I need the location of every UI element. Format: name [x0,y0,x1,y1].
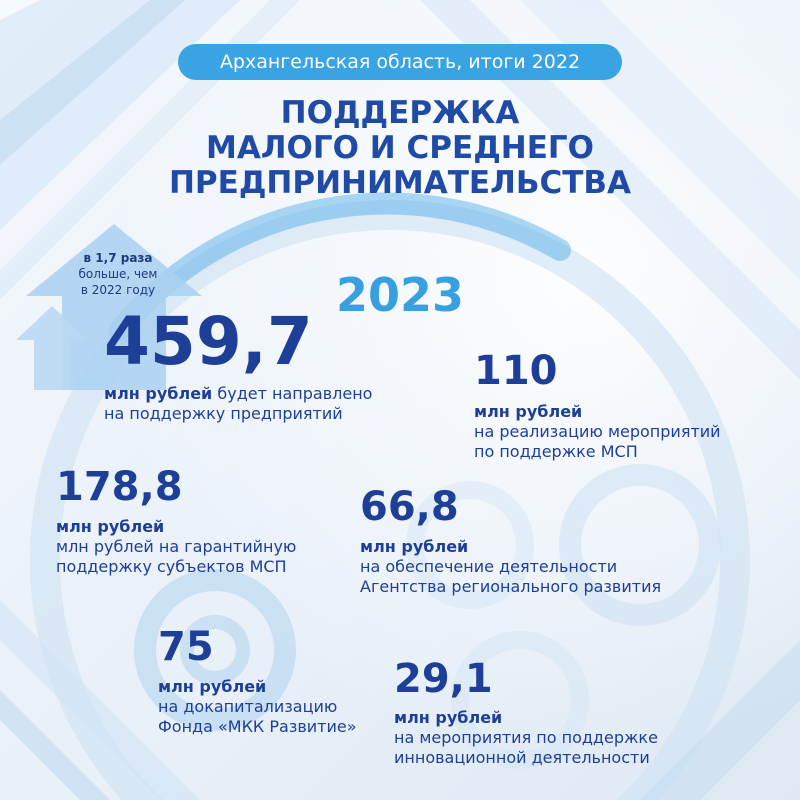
item-110-desc-line-2: по поддержке МСП [474,442,638,461]
item-178-desc-line-1: млн рублей на гарантийную [56,537,297,556]
item-178-unit: млн рублей [56,517,165,536]
item-75-unit: млн рублей [158,677,267,696]
item-178-desc [56,537,296,577]
item-75-desc-line-1: на докапитализацию [158,697,338,716]
item-66-desc-line-1: на обеспечение деятельности [360,557,618,576]
item-178-value: 178,8 [56,464,183,510]
main-figure-desc-line-1: будет направлено [212,384,373,403]
title-line-2: МАЛОГО И СРЕДНЕГО [205,130,595,166]
growth-note [54,250,182,298]
year-label: 2023 [335,268,465,322]
growth-note-line-2: больше, чем [78,267,158,281]
item-66-unit: млн рублей [360,537,469,556]
item-66-desc-line-2: Агентства регионального развития [360,577,662,596]
item-75-value: 75 [158,624,214,670]
item-110-desc [474,422,721,462]
item-75-desc-line-2: Фонда «МКК Развитие» [158,717,357,736]
title-line-3: ПРЕДПРИНИМАТЕЛЬСТВА [168,165,631,201]
main-figure-unit: млн рублей [104,384,213,403]
item-110-value: 110 [474,348,558,394]
title-line-1: ПОДДЕРЖКА [280,95,520,131]
item-75-desc [158,697,357,737]
main-figure-value: 459,7 [104,303,313,380]
main-figure-desc-line-2: на поддержку предприятий [104,404,343,423]
item-29-value: 29,1 [394,656,493,702]
item-29-desc-line-1: на мероприятия по поддержке [394,728,658,747]
item-29-unit: млн рублей [394,708,503,727]
item-66-value: 66,8 [360,484,459,530]
growth-note-line-3: в 2022 году [80,283,156,297]
item-110-unit: млн рублей [474,402,583,421]
item-29-desc [394,728,658,768]
main-figure-desc [104,384,372,424]
region-badge: Архангельская область, итоги 2022 [178,44,622,80]
item-178-desc-line-2: поддержку субъектов МСП [56,557,287,576]
item-66-desc [360,557,661,597]
growth-note-line-1: в 1,7 раза [83,251,153,265]
page-title [100,96,700,201]
item-110-desc-line-1: на реализацию мероприятий [474,422,721,441]
item-29-desc-line-2: инновационной деятельности [394,748,650,767]
